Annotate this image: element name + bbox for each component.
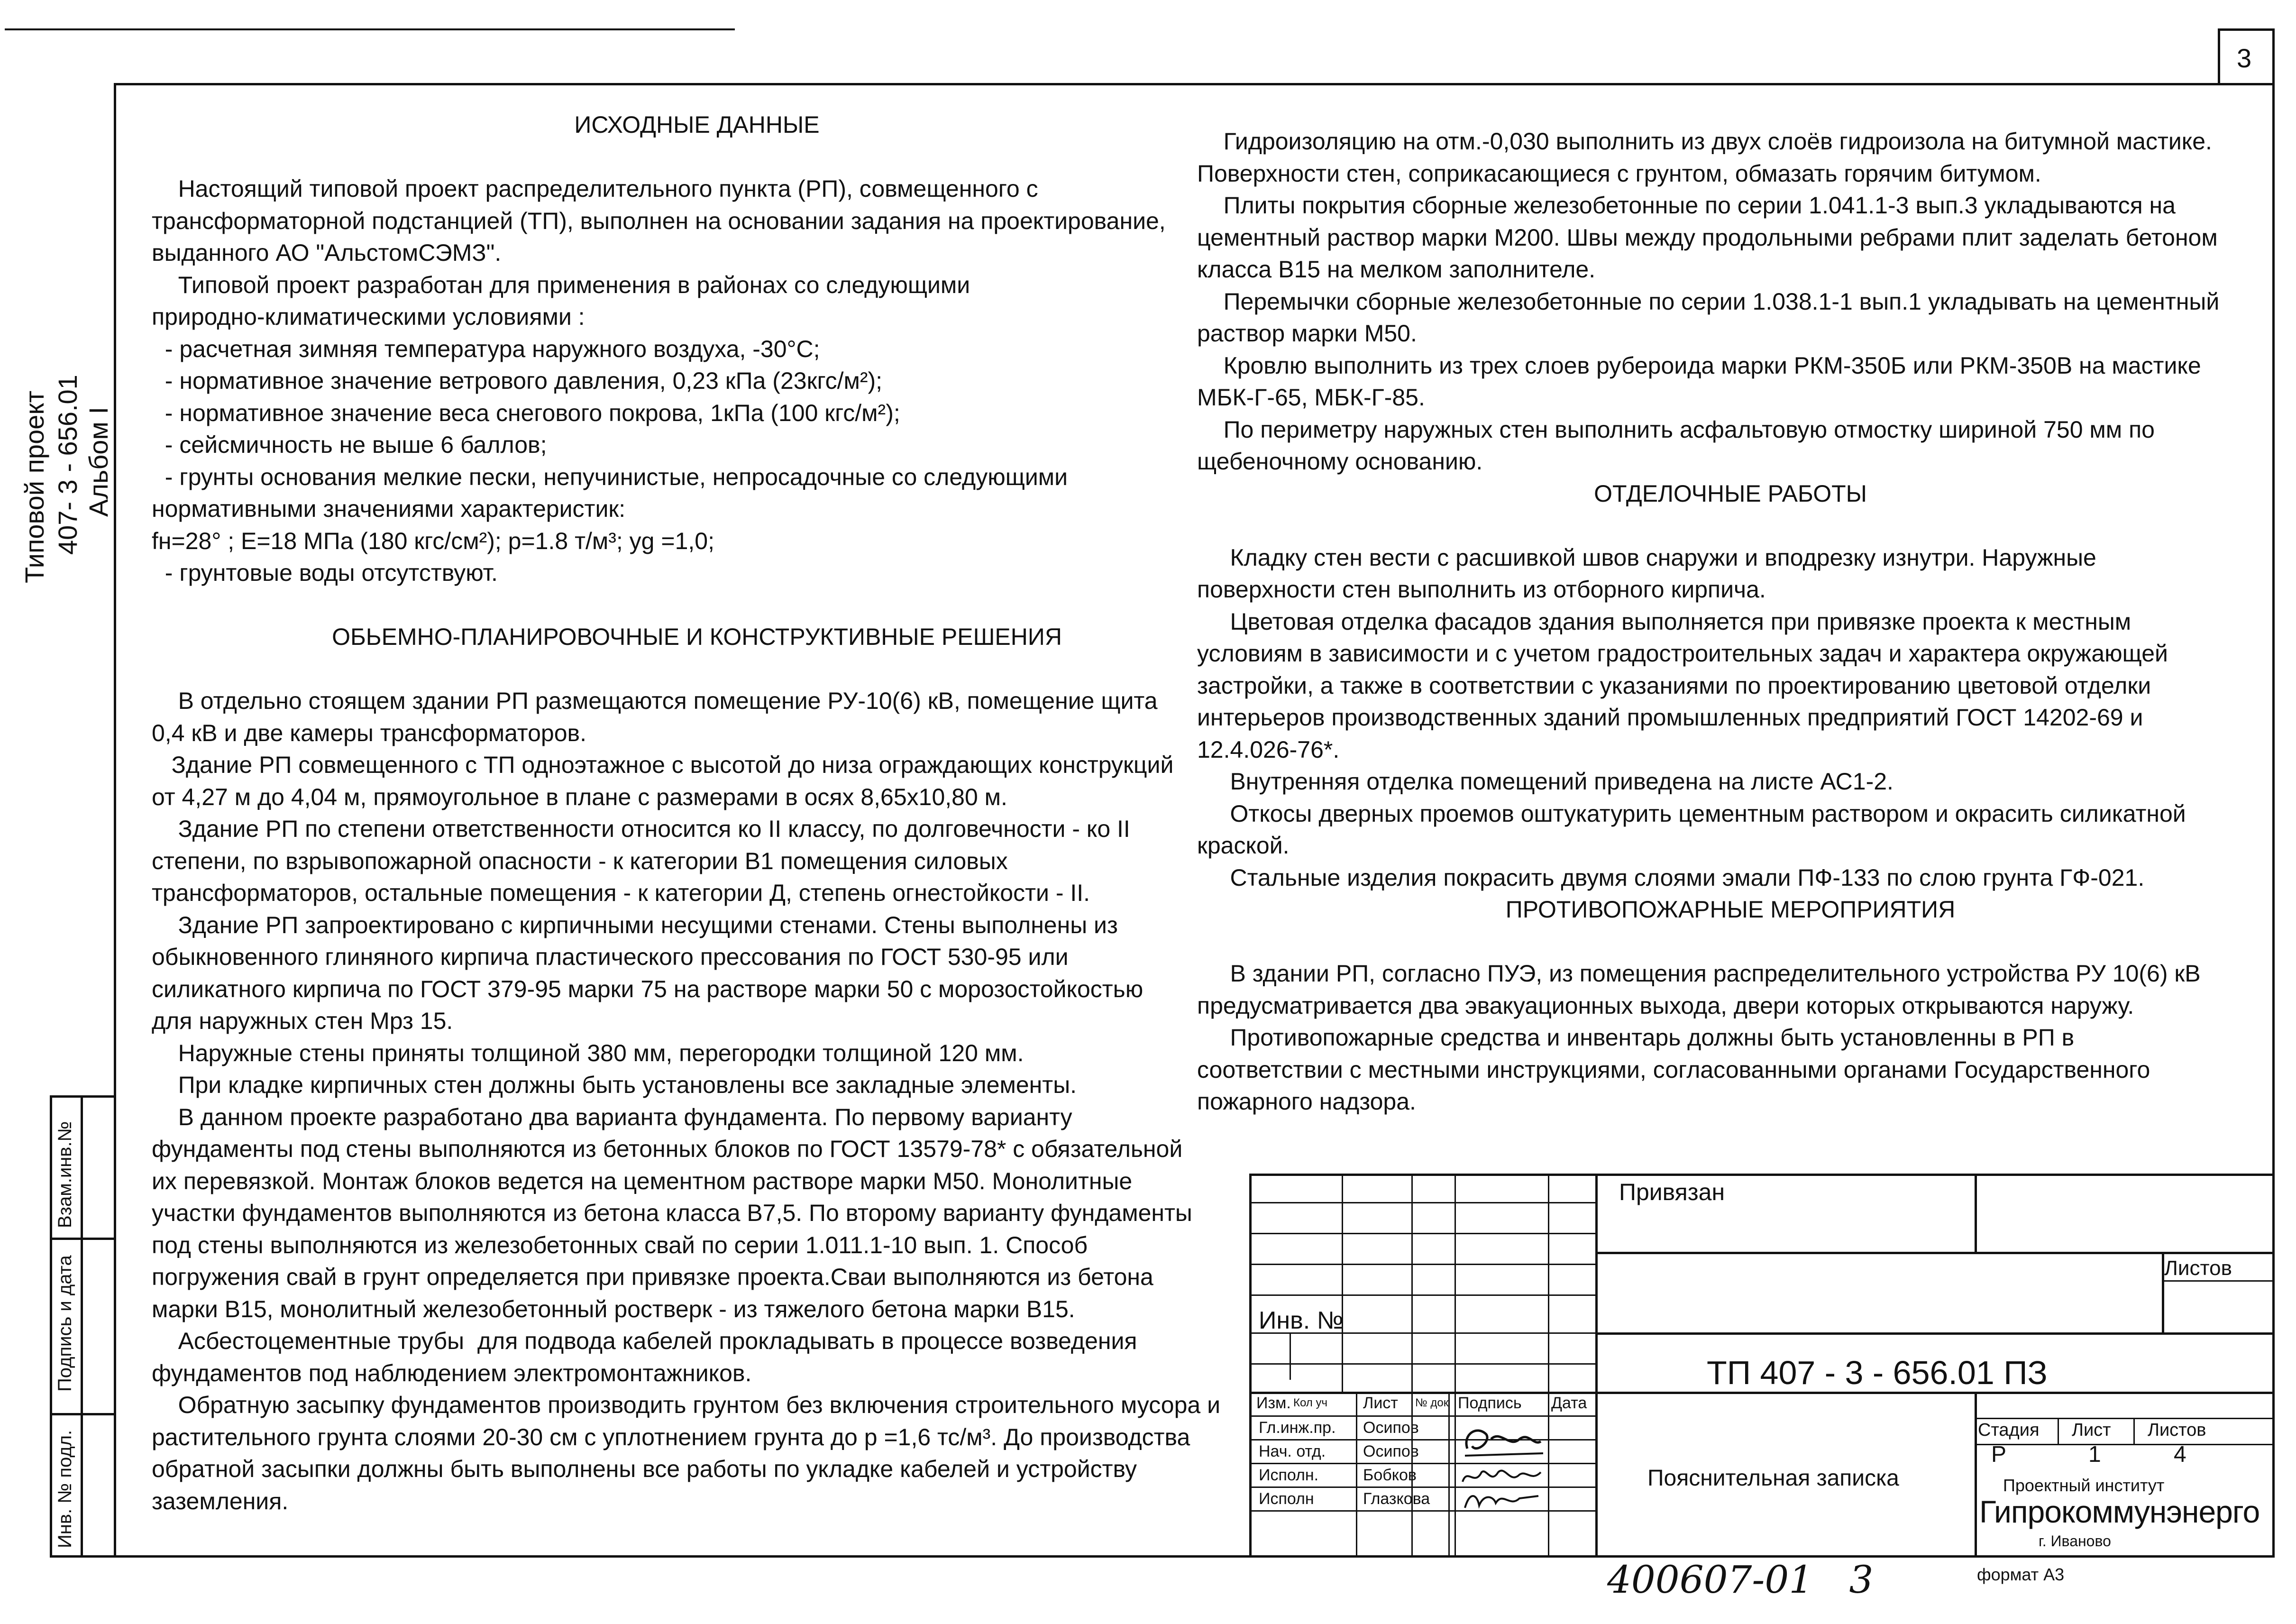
text-line: выданного АО "АльстомСЭМЗ". <box>152 239 502 266</box>
stamp-col-podpis: Подпись <box>1458 1394 1522 1412</box>
stamp-sheets-value: 4 <box>2174 1442 2186 1467</box>
text-line: краской. <box>1197 832 1290 859</box>
stamp-institute-name: Гипрокоммунэнерго <box>1979 1494 2260 1529</box>
page-number-box-top <box>2218 28 2275 31</box>
stamp-role-3: Исполн. <box>1259 1466 1319 1484</box>
blank-line <box>152 653 1242 686</box>
text-line: обыкновенного глиняного кирпича пластического прессования по ГОСТ 530-95 или <box>152 944 1069 970</box>
format-label: формат А3 <box>1977 1565 2065 1584</box>
text-line: Внутренняя отделка помещений приведена на листе АС1-2. <box>1197 768 1894 795</box>
stamp-col-izm: Изм. <box>1256 1394 1291 1412</box>
stamp-col-kol-uch: Кол уч <box>1293 1396 1327 1409</box>
text-line: Кровлю выполнить из трех слоев рубероида марки РКМ-350Б или РКМ-350В на мастике <box>1197 352 2201 379</box>
side-stamp-vzam-inv: Взам.инв.№ <box>55 1121 75 1228</box>
text-line: Гидроизоляцию на отм.-0,030 выполнить из двух слоёв гидроизола на битумной мастике. <box>1197 128 2212 155</box>
stamp-left <box>1249 1174 1252 1558</box>
text-line: фундаментов под наблюдением электромонтажников. <box>152 1359 752 1386</box>
section-heading: ИСХОДНЫЕ ДАННЫЕ <box>574 111 820 138</box>
side-stamp-div-1 <box>50 1238 116 1240</box>
stamp-name-3: Бобков <box>1363 1466 1417 1484</box>
stamp-grid-h7 <box>1249 1392 2275 1394</box>
text-line: интерьеров производственных зданий промышленных предприятий ГОСТ 14202-69 и <box>1197 704 2143 731</box>
stamp-stage-header: Стадия <box>1978 1420 2040 1440</box>
text-line: силикатного кирпича по ГОСТ 379-95 марки 75 на растворе марки 50 с морозостойкостью <box>152 975 1143 1002</box>
text-line: По периметру наружных стен выполнить асфальтовую отмостку шириной 750 мм по <box>1197 416 2155 443</box>
text-line: - нормативное значение веса снегового покрова, 1кПа (100 кгс/м²); <box>152 399 900 426</box>
stamp-name-1: Осипов <box>1363 1419 1419 1437</box>
text-line: условиям в зависимости и с учетом градостроительных задач и характера окружающей <box>1197 640 2168 667</box>
stamp-grid-h1 <box>1249 1202 1595 1203</box>
text-line: Настоящий типовой проект распределительного пункта (РП), совмещенного с <box>152 175 1038 202</box>
text-line: под стены выполняются из железобетонных свай по серии 1.011.1-10 вып. 1. Способ <box>152 1231 1088 1258</box>
page-number: 3 <box>2237 43 2252 73</box>
side-stamp-line-1 <box>50 1095 52 1558</box>
side-stamp-line-2 <box>81 1095 83 1558</box>
text-line: При кладке кирпичных стен должны быть установлены все закладные элементы. <box>152 1072 1077 1098</box>
text-line: для наружных стен Мрз 15. <box>152 1008 453 1034</box>
left-text-column <box>152 109 1242 1517</box>
stamp-institute-label: Проектный институт <box>2003 1476 2165 1495</box>
top-short-line <box>5 28 735 30</box>
text-line: - грунты основания мелкие пески, непучинистые, непросадочные со следующими <box>152 463 1068 490</box>
stamp-grid-v1 <box>1342 1174 1343 1392</box>
text-line: Откосы дверных проемов оштукатурить цементным раствором и окрасить силикатной <box>1197 800 2186 827</box>
stamp-privyazan-label: Привязан <box>1619 1179 1725 1205</box>
text-line: класса В15 на мелком заполнителе. <box>1197 256 1596 283</box>
signature-1-icon <box>1458 1420 1548 1468</box>
text-line: - расчетная зимняя температура наружного воздуха, -30°С; <box>152 335 820 362</box>
side-title-line-3: Альбом I <box>83 406 113 517</box>
text-line: Стальные изделия покрасить двумя слоями эмали ПФ-133 по слою грунта ГФ-021. <box>1197 864 2145 891</box>
stamp-document-code: ТП 407 - 3 - 656.01 ПЗ <box>1707 1354 2048 1391</box>
stamp-grid-h2 <box>1249 1233 1595 1234</box>
text-line: В данном проекте разработано два варианта фундамента. По первому варианту <box>152 1103 1072 1130</box>
text-line: Цветовая отделка фасадов здания выполняется при привязке проекта к местным <box>1197 608 2131 635</box>
text-line: нормативными значениями характеристик: <box>152 495 626 522</box>
text-line: Поверхности стен, соприкасающиеся с грунтом, обмазать горячим битумом. <box>1197 160 2041 187</box>
stamp-sheets-header: Листов <box>2148 1420 2206 1440</box>
text-line: природно-климатическими условиями : <box>152 303 585 330</box>
frame-top <box>114 83 2275 85</box>
text-line: МБК-Г-65, МБК-Г-85. <box>1197 384 1425 411</box>
text-line: В отдельно стоящем здании РП размещаются помещение РУ-10(6) кВ, помещение щита <box>152 688 1158 714</box>
section-heading: ОБЬЕМНО-ПЛАНИРОВОЧНЫЕ И КОНСТРУКТИВНЫЕ РЕШЕНИЯ <box>332 624 1062 650</box>
stamp-grid-h4 <box>1249 1294 1595 1296</box>
text-line: - нормативное значение ветрового давления, 0,23 кПа (23кгс/м²); <box>152 367 883 394</box>
right-text-column <box>1197 126 2264 1118</box>
stamp-privyazan-bottom <box>1595 1252 2275 1254</box>
stamp-inv-no-label: Инв. № <box>1259 1307 1344 1334</box>
blank-line <box>1197 926 2264 958</box>
frame-bottom <box>50 1555 2275 1558</box>
text-line: заземления. <box>152 1487 289 1514</box>
text-line: их перевязкой. Монтаж блоков ведется на цементном растворе марки М50. Монолитные <box>152 1167 1133 1194</box>
text-line: Плиты покрытия сборные железобетонные по серии 1.041.1-3 вып.3 укладываются на <box>1197 192 2176 219</box>
stamp-stage-h1 <box>1975 1418 2275 1419</box>
stamp-grid-v5 <box>1595 1174 1598 1558</box>
blank-line <box>152 141 1242 174</box>
stamp-listov-top-label: Листов <box>2164 1257 2232 1280</box>
text-line: обратной засыпки должны быть выполнены все работы по укладке кабелей и устройству <box>152 1456 1137 1482</box>
frame-right <box>2272 28 2275 1558</box>
stamp-listov-line <box>2162 1280 2275 1282</box>
stamp-name-4: Глазкова <box>1363 1490 1430 1508</box>
text-line: пожарного надзора. <box>1197 1088 1416 1115</box>
stamp-sheet-header: Лист <box>2072 1420 2111 1440</box>
text-line: соответствии с местными инструкциями, согласованными органами Государственного <box>1197 1056 2150 1083</box>
stamp-city: г. Иваново <box>2039 1532 2111 1550</box>
text-line: Кладку стен вести с расшивкой швов снаружи и вподрезку изнутри. Наружные <box>1197 544 2096 571</box>
stamp-code-top <box>1595 1332 2275 1335</box>
side-stamp-top <box>50 1095 116 1098</box>
stamp-role-1: Гл.инж.пр. <box>1259 1419 1336 1437</box>
frame-left <box>114 83 116 1558</box>
text-line: Асбестоцементные трубы для подвода кабелей прокладывать в процессе возведения <box>152 1328 1137 1354</box>
stamp-grid-v6 <box>1290 1332 1291 1380</box>
side-stamp-podpis-data: Подпись и дата <box>55 1255 75 1392</box>
text-line: Здание РП по степени ответственности относится ко II классу, по долговечности - ко II <box>152 816 1130 842</box>
text-line: степени, по взрывопожарной опасности - к категории В1 помещения силовых <box>152 847 1008 874</box>
stamp-col-list: Лист <box>1363 1394 1398 1412</box>
blank-line <box>1197 510 2264 542</box>
text-line: - сейсмичность не выше 6 баллов; <box>152 431 547 458</box>
stamp-top <box>1249 1174 2275 1176</box>
text-line: фундаменты под стены выполняются из бетонных блоков по ГОСТ 13579-78* с обязательной <box>152 1136 1183 1162</box>
text-line: Здание РП совмещенного с ТП одноэтажное с высотой до низа ограждающих конструкций <box>152 752 1174 778</box>
stamp-name-2: Осипов <box>1363 1442 1419 1460</box>
stamp-grid-v4 <box>1548 1174 1549 1558</box>
stamp-col-ndok: № док <box>1415 1396 1449 1409</box>
stamp-stage-h2 <box>1975 1444 2275 1445</box>
text-line: Здание РП запроектировано с кирпичными несущими стенами. Стены выполнены из <box>152 911 1118 938</box>
section-heading: ПРОТИВОПОЖАРНЫЕ МЕРОПРИЯТИЯ <box>1505 896 1956 923</box>
text-line: от 4,27 м до 4,04 м, прямоугольное в плане с размерами в осях 8,65х10,80 м. <box>152 783 1007 810</box>
text-line: Обратную засыпку фундаментов производить грунтом без включения строительного мусора и <box>152 1392 1221 1418</box>
text-line: растительного грунта слоями 20-30 см с уплотнением грунта до р =1,6 тс/м³. До производства <box>152 1423 1190 1450</box>
stamp-document-name: Пояснительная записка <box>1647 1466 1899 1491</box>
page-number-box-left <box>2218 28 2220 84</box>
handwritten-footer-number: 400607-01 3 <box>1607 1558 1874 1602</box>
section-heading: ОТДЕЛОЧНЫЕ РАБОТЫ <box>1594 480 1867 507</box>
text-line: участки фундаментов выполняются из бетона класса В7,5. По второму варианту фундаменты <box>152 1200 1192 1226</box>
text-line: марки В15, монолитный железобетонный ростверк - из тяжелого бетона марки В15. <box>152 1295 1075 1322</box>
text-line: В здании РП, согласно ПУЭ, из помещения распределительного устройства РУ 10(6) кВ <box>1197 960 2201 987</box>
stamp-role-4: Исполн <box>1259 1490 1314 1508</box>
side-title-line-1: Типовой проект <box>19 390 49 583</box>
stamp-stage-v2 <box>2133 1418 2135 1444</box>
stamp-grid-h8 <box>1249 1415 1595 1417</box>
stamp-col-data: Дата <box>1551 1394 1587 1412</box>
stamp-grid-v3 <box>1454 1174 1456 1558</box>
text-line: щебеночному основанию. <box>1197 448 1483 475</box>
text-line: поверхности стен выполнить из отборного кирпича. <box>1197 576 1766 603</box>
text-line: предусматривается два эвакуационных выхода, двери которых открываются наружу. <box>1197 992 2134 1019</box>
text-line: 0,4 кВ и две камеры трансформаторов. <box>152 719 586 746</box>
side-stamp-div-2 <box>50 1413 116 1415</box>
text-line: Типовой проект разработан для применения в районах со следующими <box>152 271 970 298</box>
stamp-role-2: Нач. отд. <box>1259 1442 1326 1460</box>
stamp-privyazan-div <box>1975 1174 1977 1252</box>
side-title-line-2: 407- 3 - 656.01 <box>53 375 82 555</box>
stamp-grid-h3 <box>1249 1264 1595 1265</box>
text-line: погружения свай в грунт определяется при привязке проекта.Сваи выполняются из бетона <box>152 1264 1153 1290</box>
stamp-right-div <box>1975 1392 1977 1558</box>
text-line: Наружные стены приняты толщиной 380 мм, перегородки толщиной 120 мм. <box>152 1039 1024 1066</box>
text-line: - грунтовые воды отсутствуют. <box>152 560 498 586</box>
text-line: цементный раствор марки М200. Швы между продольными ребрами плит заделать бетоном <box>1197 224 2218 251</box>
text-line: застройки, а также в соответствии с указаниями по проектированию цветовой отделки <box>1197 672 2151 699</box>
text-line: раствор марки М50. <box>1197 320 1417 347</box>
stamp-sheet-value: 1 <box>2088 1442 2101 1467</box>
side-stamp-inv-podl: Инв. № подл. <box>55 1430 75 1548</box>
text-line: трансформаторов, остальные помещения - к категории Д, степень огнестойкости - II. <box>152 880 1090 906</box>
text-line: трансформаторной подстанцией (ТП), выполнен на основании задания на проектирование, <box>152 207 1166 234</box>
text-line: fн=28° ; E=18 МПа (180 кгс/см²); р=1.8 т/м³; yg =1,0; <box>152 527 714 554</box>
stamp-grid-h6 <box>1249 1363 1595 1365</box>
text-line: Перемычки сборные железобетонные по серии 1.038.1-1 вып.1 укладывать на цементный <box>1197 288 2220 315</box>
stamp-stage-value: Р <box>1991 1442 2007 1467</box>
signature-3-icon <box>1458 1486 1548 1515</box>
blank-line <box>152 589 1242 622</box>
text-line: Противопожарные средства и инвентарь должны быть установленны в РП в <box>1197 1024 2075 1051</box>
stamp-stage-v1 <box>2058 1418 2059 1444</box>
text-line: 12.4.026-76*. <box>1197 736 1340 763</box>
